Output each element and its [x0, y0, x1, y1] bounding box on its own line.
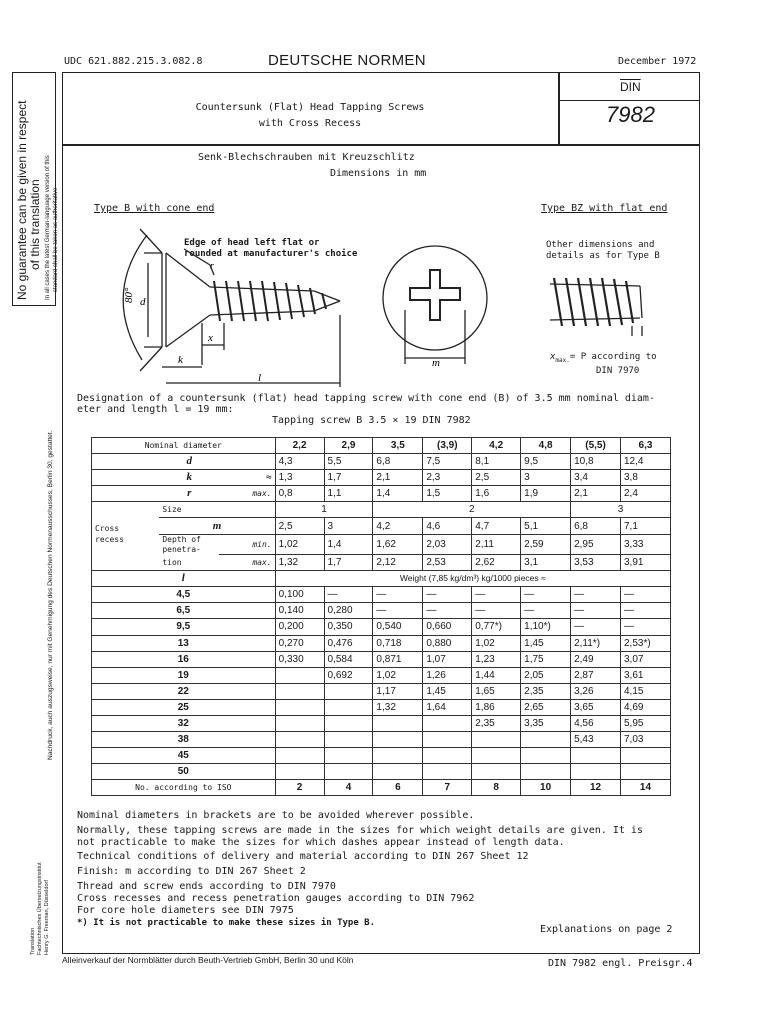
- xmax-note: $x_{max.}= P$ according to DIN 7970: [550, 352, 657, 376]
- weight-cell: 1,64: [423, 699, 472, 715]
- weight-cell: [373, 732, 423, 748]
- weight-cell: 1,44: [472, 667, 521, 683]
- type-b-screw-drawing: [92, 215, 362, 400]
- weight-cell: 0,692: [324, 667, 373, 683]
- length-cell: 9,5: [92, 619, 276, 635]
- weight-cell: [521, 764, 571, 780]
- weight-cell: 1,26: [423, 667, 472, 683]
- weight-cell: 4,15: [620, 683, 670, 699]
- d-label: d: [140, 296, 146, 308]
- weight-cell: 2,35: [521, 683, 571, 699]
- weight-cell: [472, 764, 521, 780]
- length-cell: 13: [92, 635, 276, 651]
- length-cell: 32: [92, 716, 276, 732]
- title-divider: [62, 144, 699, 146]
- designation-text: Designation of a countersunk (flat) head tapping screw with cone end (B) of 3.5 mm nominal diam- eter and length l = 19 mm:: [77, 393, 655, 415]
- nominal-cell: 3,5: [373, 438, 423, 454]
- weight-cell: [423, 716, 472, 732]
- footer-publisher: Alleinverkauf der Normblätter durch Beuth-Vertrieb GmbH, Berlin 30 und Köln: [62, 955, 354, 965]
- table-row: [92, 748, 671, 764]
- weight-cell: 4,69: [620, 699, 670, 715]
- weight-cell: 2,87: [571, 667, 621, 683]
- weight-cell: [423, 764, 472, 780]
- weight-cell: 3,65: [571, 699, 621, 715]
- issue-date: December 1972: [618, 56, 697, 67]
- note-line: Cross recesses and recess penetration gauges according to DIN 7962: [77, 893, 475, 904]
- weight-cell: [275, 764, 324, 780]
- table-row: [92, 683, 671, 699]
- weight-cell: 0,476: [324, 635, 373, 651]
- table-row-m: Cross m 2,5 3 4,2 4,6 4,7 5,1 6,8 7,1: [92, 518, 671, 534]
- weight-cell: 1,75: [521, 651, 571, 667]
- weight-cell: 3,35: [521, 716, 571, 732]
- designation-example: Tapping screw B 3.5 × 19 DIN 7982: [272, 415, 471, 426]
- l-label: l: [258, 372, 262, 384]
- din-box-rule: [558, 100, 699, 101]
- weight-cell: —: [324, 587, 373, 603]
- table-row-nominal: Nominal diameter 2,2 2,9 3,5 (3,9) 4,2 4,8 (5,5) 6,3: [92, 438, 671, 454]
- udc-number: UDC 621.882.215.3.082.8: [64, 56, 203, 67]
- weight-cell: 0,200: [275, 619, 324, 635]
- note-line: For core hole diameters see DIN 7975: [77, 905, 294, 916]
- weight-cell: 1,10*): [521, 619, 571, 635]
- weight-cell: [275, 732, 324, 748]
- table-row-weight-header: l Weight (7,85 kg/dm³) kg/1000 pieces ≈: [92, 571, 671, 587]
- weight-cell: 7,03: [620, 732, 670, 748]
- weight-cell: [472, 732, 521, 748]
- weight-cell: 0,330: [275, 651, 324, 667]
- weight-cell: [571, 764, 621, 780]
- m-label: m: [432, 357, 440, 369]
- length-cell: 16: [92, 651, 276, 667]
- length-cell: 45: [92, 748, 276, 764]
- weight-cell: 5,43: [571, 732, 621, 748]
- table-row: [92, 651, 671, 667]
- weight-cell: 0,880: [423, 635, 472, 651]
- length-cell: 25: [92, 699, 276, 715]
- weight-cell: —: [571, 603, 621, 619]
- weight-cell: 0,280: [324, 603, 373, 619]
- weight-cell: —: [472, 587, 521, 603]
- translation-notice: No guarantee can be given in respect of this translation: [15, 100, 42, 300]
- weight-cell: —: [620, 603, 670, 619]
- weight-cell: [373, 748, 423, 764]
- weight-cell: 1,32: [373, 699, 423, 715]
- table-row-size: Size 1 2 3: [92, 502, 671, 518]
- document-title: Countersunk (Flat) Head Tapping Screws with Cross Recess: [195, 102, 425, 129]
- weight-cell: [373, 716, 423, 732]
- weight-cell: 0,871: [373, 651, 423, 667]
- weight-cell: [373, 764, 423, 780]
- weight-cell: 1,07: [423, 651, 472, 667]
- german-title: Senk-Blechschrauben mit Kreuzschlitz: [198, 152, 415, 163]
- weight-cell: —: [373, 603, 423, 619]
- weight-cell: [521, 732, 571, 748]
- weight-cell: 2,05: [521, 667, 571, 683]
- note-line: Finish: m according to DIN 267 Sheet 2: [77, 866, 306, 877]
- din-box-divider: [558, 72, 560, 145]
- table-row: [92, 716, 671, 732]
- table-footer: [92, 780, 671, 796]
- length-cell: 50: [92, 764, 276, 780]
- table-row: [92, 764, 671, 780]
- type-bz-screw-drawing: [544, 270, 654, 340]
- weight-cell: 2,53*): [620, 635, 670, 651]
- nominal-cell: (3,9): [423, 438, 472, 454]
- weight-cell: 1,45: [521, 635, 571, 651]
- weight-cell: 5,95: [620, 716, 670, 732]
- authoritative-note: In all cases the latest German-language version of this standard shall be taken as authoritative: [45, 155, 59, 300]
- weight-cell: 1,23: [472, 651, 521, 667]
- nominal-cell: 2,2: [275, 438, 324, 454]
- reprint-note: Nachdruck, auch auszugsweise, nur mit Genehmigung des Deutschen Normenausschusses, Berlin 30, gestattet.: [47, 430, 54, 760]
- note-line: Thread and screw ends according to DIN 7970: [77, 881, 336, 892]
- note-line: Nominal diameters in brackets are to be avoided wherever possible.: [77, 810, 475, 821]
- weight-cell: —: [373, 587, 423, 603]
- table-row: [92, 699, 671, 715]
- weight-cell: 1,65: [472, 683, 521, 699]
- angle-label: 80°: [123, 287, 135, 303]
- org-name: DEUTSCHE NORMEN: [268, 52, 426, 69]
- weight-cell: 1,02: [373, 667, 423, 683]
- weight-cell: [324, 699, 373, 715]
- weight-cell: 4,56: [571, 716, 621, 732]
- x-label: x: [208, 332, 213, 344]
- din-number: 7982: [606, 102, 655, 127]
- table-row-depth-min: recess Depth of penetra- min. 1,02 1,4 1,62 2,03 2,11 2,59 2,95 3,33: [92, 534, 671, 555]
- table-row: [92, 619, 671, 635]
- weight-cell: 0,584: [324, 651, 373, 667]
- weight-cell: 3,26: [571, 683, 621, 699]
- explanations-note: Explanations on page 2: [540, 924, 673, 935]
- table-row: [92, 587, 671, 603]
- weight-cell: [620, 764, 670, 780]
- weight-cell: 1,45: [423, 683, 472, 699]
- edge-note: Edge of head left flat or rounded at manufacturer's choice: [184, 238, 358, 259]
- footnote: *) It is not practicable to make these sizes in Type B.: [77, 918, 376, 928]
- weight-cell: 1,17: [373, 683, 423, 699]
- weight-cell: [571, 748, 621, 764]
- weight-cell: —: [620, 587, 670, 603]
- length-cell: 6,5: [92, 603, 276, 619]
- type-b-caption: Type B with cone end: [94, 203, 215, 214]
- weight-cell: [324, 764, 373, 780]
- weight-cell: 2,49: [571, 651, 621, 667]
- k-label: k: [178, 354, 183, 366]
- table-row: [92, 603, 671, 619]
- weight-cell: [275, 667, 324, 683]
- weight-cell: [324, 716, 373, 732]
- weight-cell: 3,07: [620, 651, 670, 667]
- length-cell: 38: [92, 732, 276, 748]
- table-row-d: d 4,3 5,5 6,8 7,5 8,1 9,5 10,8 12,4: [92, 454, 671, 470]
- weight-cell: [275, 683, 324, 699]
- nominal-cell: 4,2: [472, 438, 521, 454]
- footer-reference: DIN 7982 engl. Preisgr.4: [548, 958, 693, 969]
- weight-cell: —: [571, 587, 621, 603]
- translator-credit: Translation Fachtechnisches Übersetzungsinstitut Henry G. Freeman, Düsseldorf: [30, 862, 50, 955]
- table-row-depth-max: tion max. 1,32 1,7 2,12 2,53 2,62 3,1 3,53 3,91: [92, 555, 671, 571]
- note-line: Normally, these tapping screws are made in the sizes for which weight details are given. It is: [77, 825, 643, 836]
- weight-cell: —: [521, 587, 571, 603]
- weight-cell: —: [521, 603, 571, 619]
- weight-cell: —: [620, 619, 670, 635]
- nominal-cell: 2,9: [324, 438, 373, 454]
- table-body: [92, 438, 671, 587]
- weight-cell: [472, 748, 521, 764]
- weight-cell: —: [423, 603, 472, 619]
- note-line: Technical conditions of delivery and material according to DIN 267 Sheet 12: [77, 851, 529, 862]
- length-cell: 19: [92, 667, 276, 683]
- type-bz-caption: Type BZ with flat end: [541, 203, 668, 214]
- weight-cell: —: [571, 619, 621, 635]
- dimensions-unit: Dimensions in mm: [330, 168, 427, 179]
- table-row-iso: No. according to ISO 2 4 6 7 8 10 12 14: [92, 780, 671, 796]
- weight-cell: 0,77*): [472, 619, 521, 635]
- weight-cell: [324, 748, 373, 764]
- table-row: [92, 732, 671, 748]
- nominal-cell: 4,8: [521, 438, 571, 454]
- weight-cell: 0,270: [275, 635, 324, 651]
- table-row: [92, 635, 671, 651]
- weight-cell: 0,140: [275, 603, 324, 619]
- weight-cell: [423, 732, 472, 748]
- weight-cell: 1,86: [472, 699, 521, 715]
- weight-cell: [275, 748, 324, 764]
- weight-rows: [92, 587, 671, 780]
- weight-cell: [521, 748, 571, 764]
- weight-cell: [423, 748, 472, 764]
- weight-cell: [324, 732, 373, 748]
- cross-recess-top-view: [380, 240, 490, 370]
- length-cell: 4,5: [92, 587, 276, 603]
- table-row-k: k ≈ 1,3 1,7 2,1 2,3 2,5 3 3,4 3,8: [92, 470, 671, 486]
- weight-cell: 1,02: [472, 635, 521, 651]
- weight-cell: [275, 716, 324, 732]
- weight-cell: 2,11*): [571, 635, 621, 651]
- din-label: $\overline{DIN}$: [620, 80, 641, 94]
- weight-cell: 2,65: [521, 699, 571, 715]
- weight-cell: [275, 699, 324, 715]
- weight-cell: [620, 748, 670, 764]
- r-label: r: [210, 261, 214, 272]
- other-dims-note: Other dimensions and details as for Type B: [546, 240, 660, 261]
- table-row: [92, 667, 671, 683]
- dimension-weight-table: [91, 437, 671, 796]
- weight-cell: 3,61: [620, 667, 670, 683]
- weight-cell: —: [423, 587, 472, 603]
- weight-cell: 0,718: [373, 635, 423, 651]
- weight-cell: —: [472, 603, 521, 619]
- weight-cell: 0,660: [423, 619, 472, 635]
- length-cell: 22: [92, 683, 276, 699]
- nominal-cell: 6,3: [620, 438, 670, 454]
- note-line: not practicable to make the sizes for which dashes appear instead of length data.: [77, 837, 565, 848]
- weight-cell: 0,100: [275, 587, 324, 603]
- weight-cell: 2,35: [472, 716, 521, 732]
- nominal-cell: (5,5): [571, 438, 621, 454]
- table-row-r: r max. 0,8 1,1 1,4 1,5 1,6 1,9 2,1 2,4: [92, 486, 671, 502]
- weight-cell: 0,540: [373, 619, 423, 635]
- notes-block: [77, 810, 643, 929]
- weight-cell: [324, 683, 373, 699]
- weight-cell: 0,350: [324, 619, 373, 635]
